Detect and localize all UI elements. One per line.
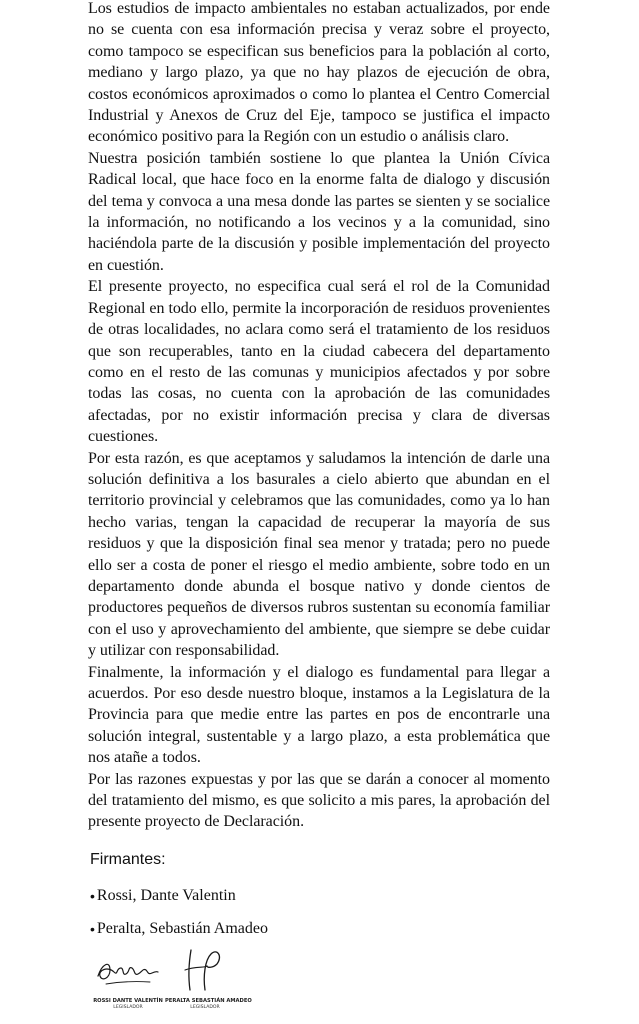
bullet-icon: • xyxy=(90,921,95,937)
signature-name: PERALTA SEBASTIÁN AMADEO xyxy=(165,998,252,1004)
handwritten-signature-icon xyxy=(165,946,245,992)
bullet-icon: • xyxy=(90,888,95,904)
signature-rossi xyxy=(88,946,168,1016)
paragraph: Los estudios de impacto ambientales no estaban actualizados, por ende no se cuenta con esa información precisa y veraz sobre el proyecto, como tampoco se especifican sus beneficios para la población al corto, mediano y largo plazo, ya que no hay plazos de ejecución de obra, costos económicos aproximados o como lo plantea el Centro Comercial Industrial y Anexos de Cruz del Eje, tampoco se justifica el impacto económico positivo para la Región con un estudio o análisis claro. xyxy=(88,0,550,146)
signer-name: Rossi, Dante Valentin xyxy=(96,887,236,904)
paragraph: Finalmente, la información y el dialogo es fundamental para llegar a acuerdos. Por eso desde nuestro bloque, instamos a la Legislatura de la Provincia para que medie entre las partes en pos de encontrarle una solución integral, sustentable y a largo plazo, a esta problemática que nos atañe a todos. xyxy=(88,663,550,767)
handwritten-signature-icon xyxy=(88,946,168,992)
signer-list xyxy=(90,886,550,939)
signature-role: LEGISLADOR xyxy=(113,1005,143,1010)
paragraph: Por esta razón, es que aceptamos y saludamos la intención de darle una solución definitiva a los basurales a cielo abierto que abundan en el territorio provincial y celebramos que las comunidades, como ya lo han hecho varias, tengan la capacidad de recuperar la mayoría de sus residuos y que la disposición final sea menor y tratada; pero no puede ello ser a costa de poner el riesgo el medio ambiente, sobre todo en un departamento donde abunda el bosque nativo y donde cientos de productores pequeños de diversos rubros sustentan su economía familiar con el uso y aprovechamiento del ambiente, que siempre se debe cuidar y utilizar con responsabilidad. xyxy=(88,449,550,660)
signers-section xyxy=(90,850,550,952)
paragraph: Por las razones expuestas y por las que se darán a conocer al momento del tratamiento del mismo, es que solicito a mis pares, la aprobación del presente proyecto de Declaración. xyxy=(88,770,550,831)
signer-item xyxy=(90,919,550,939)
signature-peralta xyxy=(165,946,252,1016)
signer-item xyxy=(90,886,550,906)
signature-role: LEGISLADOR xyxy=(190,1005,220,1010)
signer-name: Peralta, Sebastián Amadeo xyxy=(96,920,268,937)
paragraph: El presente proyecto, no especifica cual será el rol de la Comunidad Regional en todo ello, permite la incorporación de residuos provenientes de otras localidades, no aclara como será el tratamiento de los residuos que son recuperables, tanto en la ciudad cabecera del departamento como en el resto de las comunas y municipios afectados y por sobre todas las cosas, no cuenta con la aprobación de las comunidades afectadas, por no existir información precisa y clara de diversas cuestiones. xyxy=(88,278,550,446)
document-body xyxy=(88,0,550,833)
signers-title: Firmantes: xyxy=(90,851,166,868)
paragraph: Nuestra posición también sostiene lo que plantea la Unión Cívica Radical local, que hace foco en la enorme falta de dialogo y discusión del tema y convoca a una mesa donde las partes se sienten y se socialice la información, no notificando a los vecinos y a la comunidad, sino haciéndola parte de la discusión y posible implementación del proyecto en cuestión. xyxy=(88,149,550,274)
signature-name: ROSSI DANTE VALENTÍN xyxy=(93,998,163,1004)
